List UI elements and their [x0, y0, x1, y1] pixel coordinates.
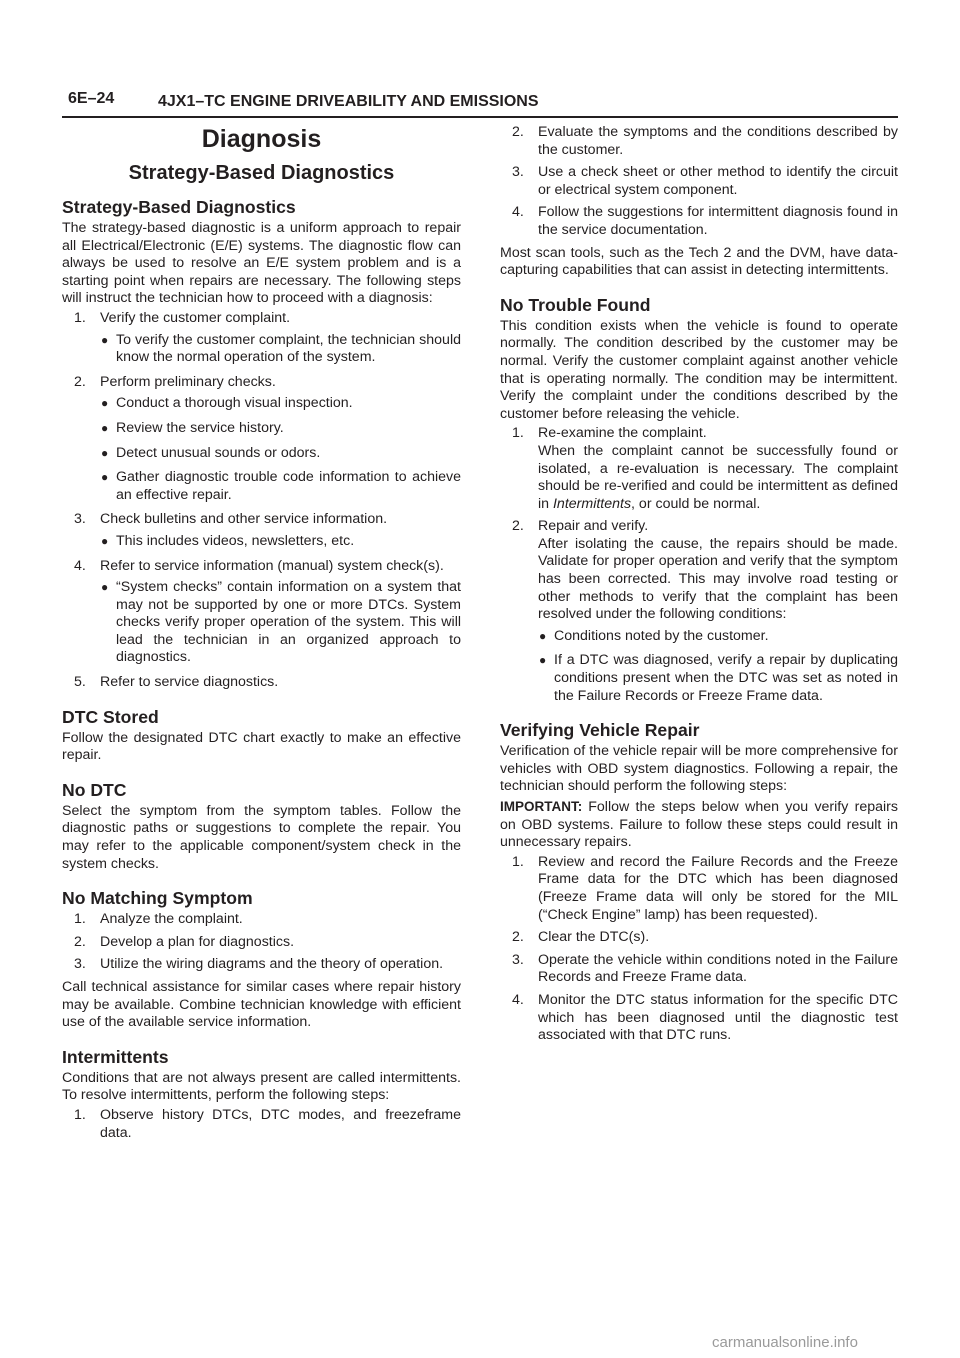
- step-text: Evaluate the symptoms and the conditions described by the customer.: [538, 124, 898, 158]
- list-item: [512, 164, 898, 199]
- step-text: Refer to service information (manual) system check(s).: [100, 557, 444, 574]
- paragraph: Call technical assistance for similar cases where repair history may be available. Combine technician knowledge with efficient use of the available service information.: [62, 979, 461, 1031]
- step-text: Observe history DTCs, DTC modes, and freezeframe data.: [100, 1106, 461, 1141]
- step-text: Refer to service diagnostics.: [100, 674, 279, 691]
- left-column: [62, 120, 461, 1147]
- paragraph: Verification of the vehicle repair will be more comprehensive for vehicles with OBD system diagnostics. Following a repair, the technician should perform the following steps:: [500, 743, 898, 795]
- step-number: 2.: [512, 518, 524, 535]
- section-heading: No Matching Symptom: [62, 888, 253, 909]
- section-heading: DTC Stored: [62, 706, 159, 727]
- list-item: [512, 992, 898, 1045]
- step-number: 2.: [74, 933, 86, 950]
- step-number: 2.: [512, 929, 524, 946]
- list-item: [74, 558, 461, 668]
- section-heading: No Trouble Found: [500, 294, 651, 315]
- list-item: [74, 911, 461, 929]
- bullet-item: ● Detect unusual sounds or odors.: [100, 445, 461, 463]
- paragraph: Select the symptom from the symptom tables. Follow the diagnostic paths or suggestions to complete the repair. You may refer to the applicable component/system check in the system checks.: [62, 802, 461, 872]
- step-text: Utilize the wiring diagrams and the theory of operation.: [100, 956, 444, 973]
- step-body-text: When the complaint cannot be successfully found or isolated, a re-evaluation is necessary. The complaint should be re-verified and could be intermittent as defined in: [538, 442, 898, 512]
- step-number: 4.: [74, 557, 86, 574]
- running-title: 4JX1–TC ENGINE DRIVEABILITY AND EMISSIONS: [158, 93, 539, 110]
- step-number: 1.: [74, 911, 86, 928]
- section-heading: Intermittents: [62, 1046, 169, 1067]
- list-item: [74, 1107, 461, 1142]
- step-text: Monitor the DTC status information for the specific DTC which has been diagnosed until the diagnostic test associated with that DTC runs.: [538, 991, 898, 1044]
- bullet-item: ● Conduct a thorough visual inspection.: [100, 395, 461, 413]
- bullet-item: ● If a DTC was diagnosed, verify a repair by duplicating conditions present when the DTC was set as noted in the Failure Records or Freeze Frame data.: [538, 652, 898, 705]
- list-item: [512, 952, 898, 987]
- step-text: Review and record the Failure Records and the Freeze Frame data for the DTC which has been diagnosed (Freeze Frame data will only be stored for the MIL (“Check Engine” lamp) has been requested).: [538, 853, 898, 923]
- list-item: [512, 518, 898, 705]
- step-text: Operate the vehicle within conditions noted in the Failure Records and Freeze Frame data.: [538, 951, 898, 986]
- list-item: [74, 310, 461, 367]
- list-item: [512, 929, 898, 947]
- step-text: Verify the customer complaint.: [100, 309, 291, 326]
- step-list: [500, 425, 898, 705]
- step-body-text: , or could be normal.: [631, 495, 761, 512]
- step-list: [500, 124, 898, 240]
- step-text: Follow the suggestions for intermittent diagnosis found in the service documentation.: [538, 204, 898, 238]
- list-item: [512, 204, 898, 239]
- step-number: 1.: [512, 425, 524, 442]
- list-item: [512, 124, 898, 159]
- step-text: Use a check sheet or other method to identify the circuit or electrical system component.: [538, 164, 898, 198]
- section-heading: No DTC: [62, 779, 127, 800]
- step-text: Analyze the complaint.: [100, 911, 243, 928]
- intermittents-reference: Intermittents: [552, 495, 632, 512]
- step-number: 3.: [74, 511, 86, 528]
- list-item: [512, 854, 898, 924]
- bullet-item: ● Review the service history.: [100, 420, 461, 438]
- step-number: 1.: [74, 1106, 86, 1123]
- bullet-item: ● This includes videos, newsletters, etc.: [100, 533, 461, 551]
- page-subtitle: Strategy-Based Diagnostics: [128, 162, 395, 184]
- step-number: 3.: [512, 164, 524, 181]
- list-item: [74, 674, 461, 692]
- step-number: 4.: [512, 991, 524, 1008]
- section-no-trouble-found: [500, 294, 898, 705]
- step-number: 3.: [74, 956, 86, 973]
- watermark: carmanualsonline.info: [712, 1334, 858, 1351]
- right-column: [500, 120, 898, 1050]
- section-no-matching-symptom: [62, 887, 461, 1032]
- list-item: [74, 511, 461, 550]
- section-heading: Verifying Vehicle Repair: [500, 720, 700, 741]
- paragraph: Follow the designated DTC chart exactly to make an effective repair.: [62, 729, 461, 764]
- section-heading: Strategy-Based Diagnostics: [62, 197, 296, 217]
- page-title: Diagnosis: [201, 125, 322, 153]
- section-no-dtc: [62, 779, 461, 873]
- bullet-list: [100, 332, 461, 367]
- step-body: After isolating the cause, the repairs should be made. Validate for proper operation and verify that the symptom has been corrected. This may involve road testing or other methods to verify that the complaint has been resolved under the following conditions:: [538, 535, 898, 623]
- step-text: Re-examine the complaint.: [538, 425, 707, 442]
- bullet-item: ● To verify the customer complaint, the technician should know the normal operation of the system.: [100, 332, 461, 367]
- important-label: IMPORTANT:: [500, 799, 583, 814]
- bullet-list: [100, 533, 461, 551]
- bullet-list: [100, 579, 461, 667]
- step-number: 4.: [512, 204, 524, 221]
- step-list: [62, 310, 461, 692]
- step-text: Check bulletins and other service information.: [100, 511, 388, 528]
- bullet-list: [100, 395, 461, 504]
- step-list: [62, 1107, 461, 1142]
- step-number: 1.: [74, 309, 86, 326]
- bullet-item: ● Gather diagnostic trouble code information to achieve an effective repair.: [100, 469, 461, 504]
- step-body: [538, 443, 898, 513]
- bullet-list: [538, 628, 898, 705]
- paragraph: The strategy-based diagnostic is a uniform approach to repair all Electrical/Electronic (E/E) systems. The diagnostic flow can always be used to resolve an E/E system problem and is a starting point when repairs are necessary. The following steps will instruct the technician how to proceed with a diagnosis:: [62, 220, 461, 307]
- step-number: 5.: [74, 674, 86, 691]
- bullet-item: ● “System checks” contain information on a system that may not be supported by one or more DTCs. System checks verify proper operation of the system. This will lead the technician in an organized approach to diagnostics.: [100, 579, 461, 667]
- step-list: [62, 911, 461, 974]
- section-verifying-repair: [500, 719, 898, 1045]
- list-item: [74, 374, 461, 505]
- list-item: [512, 425, 898, 513]
- page-number: 6E–24: [68, 90, 115, 107]
- list-item: [74, 956, 461, 974]
- step-number: 2.: [74, 373, 86, 390]
- paragraph: Most scan tools, such as the Tech 2 and the DVM, have data-capturing capabilities that can assist in detecting intermittents.: [500, 244, 898, 279]
- step-text: Perform preliminary checks.: [100, 373, 276, 390]
- step-list: [500, 854, 898, 1045]
- paragraph: Conditions that are not always present are called intermittents. To resolve intermittents, perform the following steps:: [62, 1069, 461, 1104]
- important-text: Follow the steps below when you verify repairs on OBD systems. Failure to follow these steps could result in unnecessary repairs.: [500, 799, 898, 851]
- section-dtc-stored: [62, 706, 461, 765]
- step-number: 1.: [512, 853, 524, 870]
- step-number: 3.: [512, 951, 524, 968]
- page-header: [62, 86, 898, 118]
- important-note: [500, 798, 898, 852]
- step-number: 2.: [512, 124, 524, 140]
- section-strategy: [62, 196, 461, 692]
- section-intermittents: [62, 1046, 461, 1142]
- step-text: Clear the DTC(s).: [538, 929, 650, 946]
- paragraph: This condition exists when the vehicle is found to operate normally. The condition described by the customer may be normal. Verify the customer complaint against another vehicle that is operating normally. The condition may be intermittent. Verify the complaint under the conditions described by the customer before releasing the vehicle.: [500, 317, 898, 422]
- step-text: Repair and verify.: [538, 518, 649, 535]
- list-item: [74, 934, 461, 952]
- step-text: Develop a plan for diagnostics.: [100, 933, 295, 950]
- bullet-item: ● Conditions noted by the customer.: [538, 628, 898, 646]
